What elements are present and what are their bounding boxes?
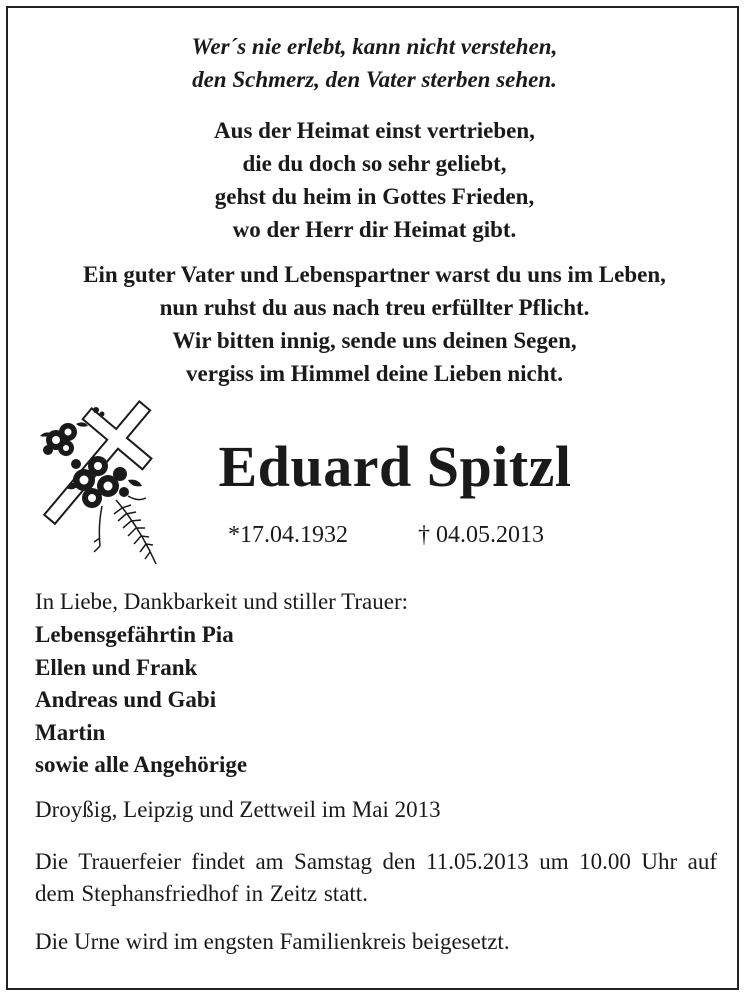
death-date: † 04.05.2013 xyxy=(418,522,544,548)
verse-line: Wer´s nie erlebt, kann nicht verstehen, xyxy=(191,34,558,59)
verse-line: Wir bitten innig, sende uns deinen Segen, xyxy=(172,328,577,353)
verse-line: vergiss im Himmel deine Lieben nicht. xyxy=(186,361,563,386)
verse-line: den Schmerz, den Vater sterben sehen. xyxy=(192,67,557,92)
verse-line: Ein guter Vater und Lebenspartner warst du uns im Leben, xyxy=(83,262,666,287)
verse-line: Aus der Heimat einst vertrieben, xyxy=(214,118,535,143)
mourner: Lebensgefährtin Pia xyxy=(35,622,234,647)
deceased-name: Eduard Spitzl xyxy=(218,434,572,499)
verse-line: nun ruhst du aus nach treu erfüllter Pflicht. xyxy=(159,295,590,320)
ceremony-details: Die Trauerfeier findet am Samstag den 11.05.2013 um 10.00 Uhr auf dem Stephansfriedhof in Zeitz statt. xyxy=(35,849,717,906)
verse-line: gehst du heim in Gottes Frieden, xyxy=(214,184,535,209)
mourner: Andreas und Gabi xyxy=(35,687,217,713)
place-and-date: Droyßig, Leipzig und Zettweil im Mai 2013 xyxy=(35,797,441,822)
cross-with-roses-icon xyxy=(36,388,166,574)
verse-line: wo der Herr dir Heimat gibt. xyxy=(232,217,517,242)
mourner: sowie alle Angehörige xyxy=(35,752,248,778)
mourning-intro: In Liebe, Dankbarkeit und stiller Trauer: xyxy=(35,589,409,614)
verse-line: die du doch so sehr geliebt, xyxy=(242,151,507,176)
father-verse xyxy=(0,258,749,390)
mourner: Martin xyxy=(35,719,106,745)
homeland-verse xyxy=(0,114,749,246)
birth-date: *17.04.1932 xyxy=(228,522,348,548)
mourner: Ellen und Frank xyxy=(35,654,198,680)
mourner-list xyxy=(35,619,247,782)
opening-verse xyxy=(0,30,749,96)
urn-note: Die Urne wird im engsten Familienkreis beigesetzt. xyxy=(35,929,510,954)
